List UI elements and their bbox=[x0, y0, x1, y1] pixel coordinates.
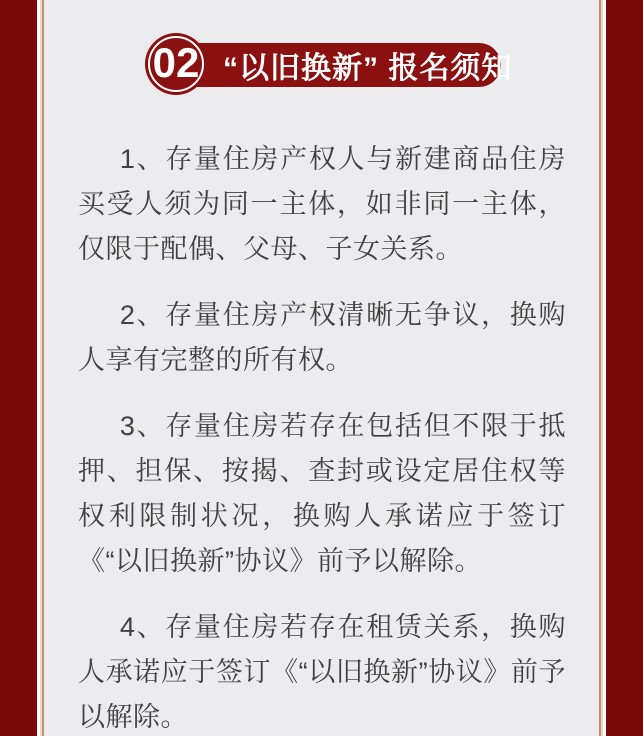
notice-paragraph-3: 3、存量住房若存在包括但不限于抵押、担保、按揭、查封或设定居住权等权利限制状况，换购人承诺应于签订《“以旧换新”协议》前予以解除。 bbox=[78, 411, 566, 576]
section-badge bbox=[145, 33, 513, 95]
section-title-pill bbox=[159, 43, 513, 87]
notice-paragraph-1: 1、存量住房产权人与新建商品住房买受人须为同一主体，如非同一主体，仅限于配偶、父母、子女关系。 bbox=[78, 144, 566, 264]
left-border-band bbox=[0, 0, 37, 736]
notice-body bbox=[44, 137, 599, 736]
left-trim-line bbox=[37, 0, 44, 736]
section-number: 02 bbox=[152, 39, 200, 86]
content-area bbox=[44, 0, 599, 736]
section-number-circle bbox=[145, 33, 207, 95]
notice-paragraph-2: 2、存量住房产权清晰无争议，换购人享有完整的所有权。 bbox=[78, 300, 566, 375]
right-trim-line bbox=[599, 0, 606, 736]
section-title: “以旧换新” 报名须知 bbox=[223, 52, 513, 85]
notice-paragraph-4: 4、存量住房若存在租赁关系，换购人承诺应于签订《“以旧换新”协议》前予以解除。 bbox=[78, 612, 566, 732]
right-border-band bbox=[606, 0, 643, 736]
